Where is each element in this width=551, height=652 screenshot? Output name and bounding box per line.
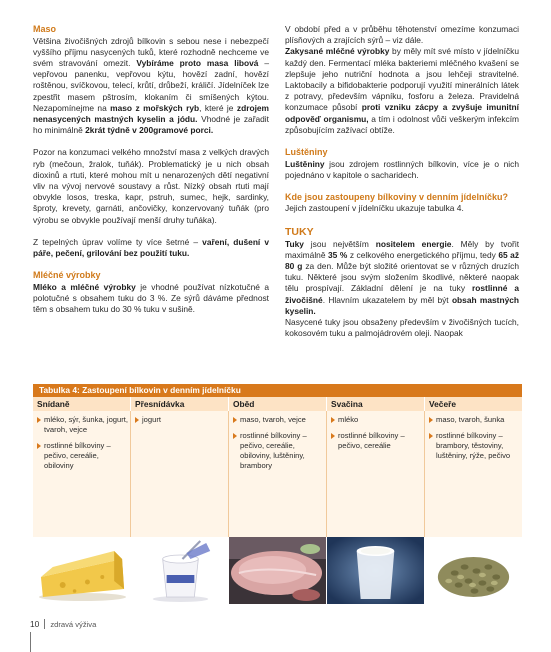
cheese-image xyxy=(33,537,131,604)
paragraph-zakysane: Zakysané mléčné výrobky by měly mít své místo v jídelníčku každý den. Fermentací mléka bakteriemi mléčného kvašení se zlepšuje jeho nutriční hodnota a jsou lehčeji stravitelné. Laktobacily a bifidobakterie podporují využití minerálních látek z potravy, především vápníku, fosforu a železa. Pravidelná konzumace působí proti vzniku zácpy a zvyšuje imunitní odpověď organismu, a tím i odolnost vůči veškerým infekcím způsobujícím zažívací obtíže. xyxy=(285,46,519,135)
paragraph-mleko: Mléko a mléčné výrobky je vhodné používat nízkotučné a polotučné s obsahem tuku do 3 %. Ze sýrů dáváme přednost těm s obsahem tuku do 30 % tuku v sušině. xyxy=(33,281,270,315)
table-header-presnidavka: Přesnídávka xyxy=(131,397,229,411)
table-cell-snidane xyxy=(33,411,131,537)
list-item: mléko xyxy=(331,415,422,425)
table-cell-svacina xyxy=(327,411,425,537)
protein-table xyxy=(33,384,522,604)
paragraph-lusteniny: Luštěniny jsou zdrojem rostlinných bílkovin, více je o nich pojednáno v kapitole o sacharidech. xyxy=(285,158,520,180)
meat-image xyxy=(229,537,327,604)
table-header-row xyxy=(33,397,522,411)
section-title-kde: Kde jsou zastoupeny bílkoviny v denním jídelníčku? xyxy=(285,191,509,202)
table-header-vecere: Večeře xyxy=(429,399,457,409)
table-cell-presnidavka xyxy=(131,411,229,537)
table-title: Tabulka 4: Zastoupení bílkovin v denním jídelníčku xyxy=(33,384,522,397)
section-title-lusteniny: Luštěniny xyxy=(285,147,328,158)
right-column xyxy=(285,24,519,339)
lentils-image xyxy=(425,537,522,604)
left-column xyxy=(33,24,269,315)
yogurt-image xyxy=(131,537,229,604)
list-item: maso, tvaroh, vejce xyxy=(233,415,324,425)
list-item: mléko, sýr, šunka, jogurt, tvaroh, vejce xyxy=(37,415,128,435)
page-number: 10 xyxy=(30,619,45,629)
table-body-row xyxy=(33,411,522,537)
footer-label: zdravá výživa xyxy=(50,620,97,629)
paragraph-syry: V období před a v průběhu těhotenství omezíme konzumaci plísňových a zrajících sýrů – viz dále. xyxy=(285,24,519,46)
list-item: rostlinné bílkoviny – pečivo, cereálie xyxy=(331,431,422,451)
list-item: rostlinné bílkoviny – pečivo, cereálie, obiloviny xyxy=(37,441,128,471)
paragraph-tuky-1: Tuky jsou největším nositelem energie. Měly by tvořit maximálně 35 % z celkového energetického příjmu, tedy 65 až 80 g za den. Může být složité orientovat se v různých druzích tuku. Některé jsou svým složením škodlivé, některé naopak tělu prospívají. Základní dělení je na tuky rostlinné a živočišné. Hlavním ukazatelem by měl být obsah mastných kyselin. xyxy=(285,238,520,316)
section-title-mleko: Mléčné výrobky xyxy=(33,270,101,281)
list-item: rostlinné bílkoviny – brambory, těstoviny, luštěniny, rýže, pečivo xyxy=(429,431,520,461)
paragraph-maso-3: Z tepelných úprav volíme ty více šetrné – vaření, dušení v páře, pečení, grilování bez použití tuku. xyxy=(33,236,270,258)
table-cell-obed xyxy=(229,411,327,537)
paragraph-kde: Jejich zastoupení v jídelníčku ukazuje tabulka 4. xyxy=(285,203,464,214)
paragraph-maso-2: Pozor na konzumaci velkého množství masa z velkých dravých ryb (mečoun, žralok, tuňák). Problematický je u nich obsah dioxinů a rtuti, které mohou mít u nenarozených dětí negativní vliv na vývoj nervové soustavy a růst. Nízký obsah rtuti mají obvykle losos, treska, kapr, pstruh, sumec, hejk, sardinky, šproty, krevety, garnáti, ančovičky, konzervovaný tuňák (pro výrobu se obvykle používají menší druhy tuňáka). xyxy=(33,147,269,225)
table-image-row xyxy=(33,537,522,604)
section-title-tuky: TUKY xyxy=(285,225,314,238)
paragraph-tuky-2: Nasycené tuky jsou obsaženy především v živočišných tucích, kokosovém tuku a palmojádrovém oleji. Naopak xyxy=(285,317,519,339)
list-item: jogurt xyxy=(135,415,226,425)
table-cell-vecere xyxy=(425,411,522,537)
page-footer xyxy=(30,619,96,629)
paragraph-maso-1: Většina živočišných zdrojů bílkovin s sebou nese i nebezpečí vyššího příjmu nasycených tuků, které rozhodně nechceme ve svém stravování omezit. Vybíráme proto masa libová – vepřovou panenku, vepřovou kýtu, hovězí zadní, hovězí roštěnou, svíčkovou, telecí, krůtí, drůbeží, králičí. Jídelníček lze zpestřit masem pštrosím, klokaním či smíšených kýtou. Nezapomínejme na maso z mořských ryb, které je zdrojem nenasycených mastných kyselin a jódu. Vhodné je zařadit ho minimálně 2krát týdně v 200gramové porci. xyxy=(33,35,270,136)
table-header-obed: Oběd xyxy=(229,397,327,411)
milk-image xyxy=(327,537,425,604)
table-header-svacina: Svačina xyxy=(327,397,425,411)
list-item: maso, tvaroh, šunka xyxy=(429,415,520,425)
section-title-maso: Maso xyxy=(33,24,57,34)
table-header-snidane: Snídaně xyxy=(33,397,131,411)
list-item: rostlinné bílkoviny – pečivo, cereálie, obiloviny, luštěniny, brambory xyxy=(233,431,324,471)
footer-divider xyxy=(30,632,31,652)
